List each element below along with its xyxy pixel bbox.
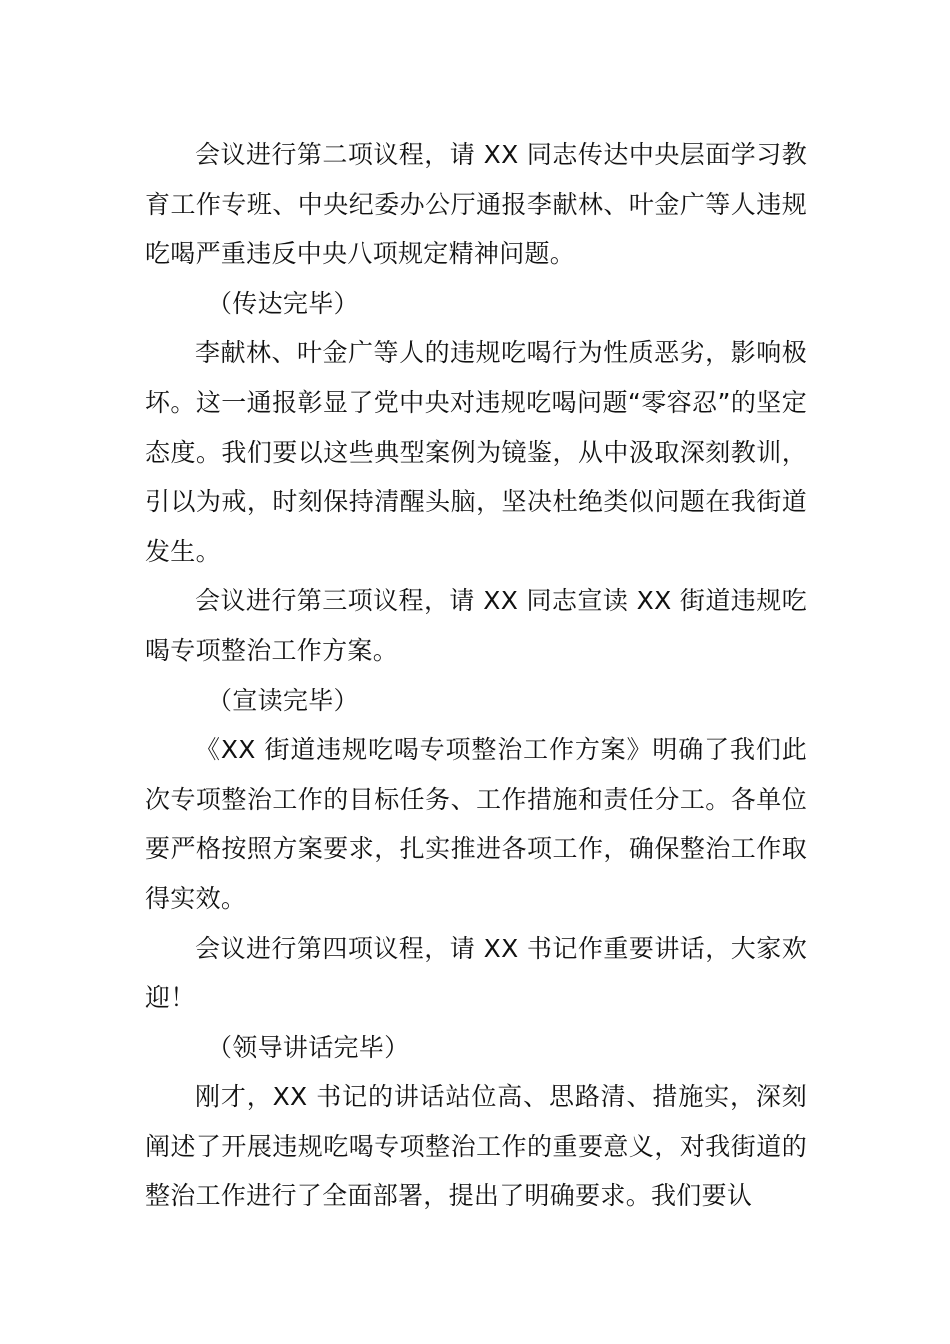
- paragraph-case-comment: 李献林、叶金广等人的违规吃喝行为性质恶劣，影响极坏。这一通报彰显了党中央对违规吃喝问题“零容忍”的坚定态度。我们要以这些典型案例为镜鉴，从中汲取深刻教训，引以为戒，时刻保持清醒头脑，坚决杜绝类似问题在我街道发生。: [145, 338, 807, 566]
- document-body: [145, 130, 807, 1221]
- paragraph-agenda-4: 会议进行第四项议程，请 XX 书记作重要讲话，大家欢迎！: [145, 933, 807, 1013]
- note-speech-complete: （领导讲话完毕）: [207, 1032, 410, 1062]
- paragraph-agenda-2: 会议进行第二项议程，请 XX 同志传达中央层面学习教育工作专班、中央纪委办公厅通报李献林、叶金广等人违规吃喝严重违反中央八项规定精神问题。: [145, 140, 807, 269]
- note-relay-complete: （传达完毕）: [207, 288, 359, 318]
- paragraph-agenda-3: 会议进行第三项议程，请 XX 同志宣读 XX 街道违规吃喝专项整治工作方案。: [145, 586, 807, 665]
- note-reading-complete: （宣读完毕）: [207, 685, 359, 715]
- paragraph-plan-comment: 《XX 街道违规吃喝专项整治工作方案》明确了我们此次专项整治工作的目标任务、工作措施和责任分工。各单位要严格按照方案要求，扎实推进各项工作，确保整治工作取得实效。: [145, 735, 807, 913]
- paragraph-speech-comment: 刚才，XX 书记的讲话站位高、思路清、措施实，深刻阐述了开展违规吃喝专项整治工作的重要意义，对我街道的整治工作进行了全面部署，提出了明确要求。我们要认: [145, 1082, 807, 1211]
